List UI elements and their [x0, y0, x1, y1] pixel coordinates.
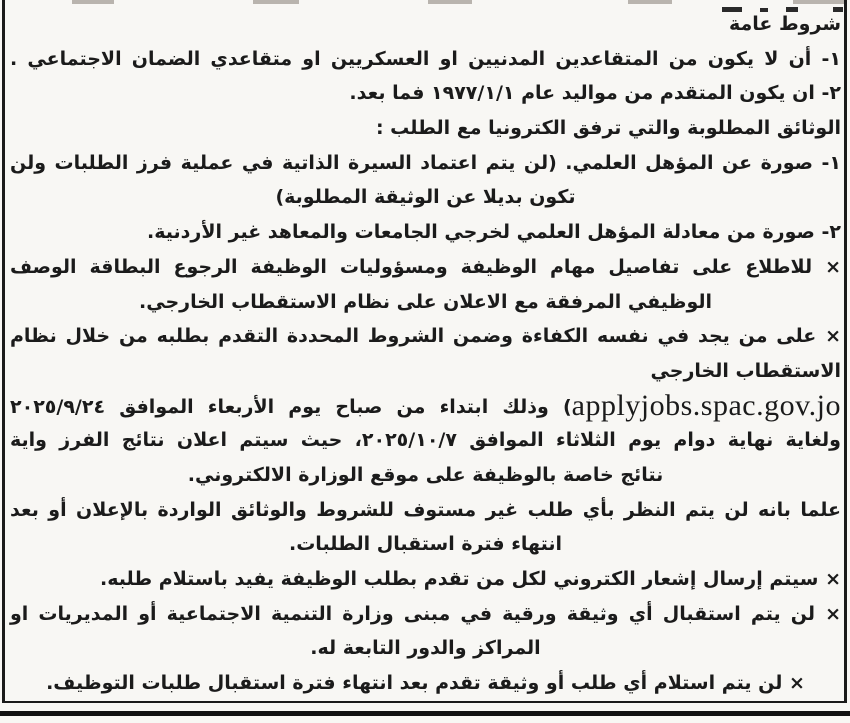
document-2: ٢- صورة من معادلة المؤهل العلمي لخرجي الجامعات والمعاهد غير الأردنية. [147, 221, 841, 244]
disclaimer-line-1: علما بانه لن يتم النظر بأي طلب غير مستوف للشروط والوثائق الواردة بالإعلان أو بعد [10, 498, 841, 521]
heading-required-documents: الوثائق المطلوبة والتي ترفق الكترونيا مع الطلب : [375, 117, 841, 140]
note-no-paper-documents-line-2: المراكز والدور التابعة له. [310, 637, 541, 660]
application-deadline-line-1: ولغاية نهاية دوام يوم الثلاثاء الموافق ٢٠٢٥/١٠/٧، حيث سيتم اعلان نتائج الفرز واية [10, 429, 841, 452]
note-no-late-submissions: × لن يتم استلام أي طلب أو وثيقة تقدم بعد انتهاء فترة استقبال طلبات التوظيف. [46, 672, 805, 695]
cut-text-fragment [253, 0, 299, 4]
application-period-line [10, 389, 841, 424]
heading-general-conditions: شروط عامة [728, 13, 841, 35]
application-start-date-text: ) وذلك ابتداء من صباح يوم الأربعاء الموافق ٢٠٢٥/٩/٢٤ [10, 395, 572, 418]
note-job-details-line-1: × للاطلاع على تفاصيل مهام الوظيفة ومسؤوليات الوظيفة الرجوع البطاقة الوصف [10, 255, 841, 278]
note-no-paper-documents-line-1: × لن يتم استقبال أي وثيقة ورقية في مبنى وزارة التنمية الاجتماعية أو المديريات او [10, 602, 841, 625]
condition-1: ١- أن لا يكون من المتقاعدين المدنيين او العسكريين او متقاعدي الضمان الاجتماعي . [10, 47, 841, 70]
application-url: applyjobs.spac.gov.jo [571, 388, 841, 422]
note-apply-line-2: الاستقطاب الخارجي [650, 359, 841, 382]
ad-frame-left-border [2, 0, 5, 703]
ad-frame-bottom-border [2, 701, 847, 703]
document-1-line-2: تكون بديلا عن الوثيقة المطلوبة) [275, 186, 576, 209]
cut-text-fragment [628, 0, 672, 4]
ad-frame-right-border [844, 0, 847, 703]
note-email-notification: × سيتم إرسال إشعار الكتروني لكل من تقدم بطلب الوظيفة يفيد باستلام طلبه. [100, 568, 841, 590]
note-apply-line-1: × على من يجد في نفسه الكفاءة وضمن الشروط المحددة التقدم بطلبه من خلال نظام [10, 325, 841, 348]
column-rule-bottom [0, 711, 850, 716]
ad-body [10, 7, 841, 701]
condition-2: ٢- ان يكون المتقدم من مواليد عام ١٩٧٧/١/١ فما بعد. [349, 82, 841, 105]
note-job-details-line-2: الوظيفي المرفقة مع الاعلان على نظام الاستقطاب الخارجي. [139, 290, 712, 313]
cut-text-fragment [428, 0, 472, 4]
cut-text-fragment [793, 0, 845, 4]
disclaimer-line-2: انتهاء فترة استقبال الطلبات. [289, 533, 562, 556]
cut-text-fragment [72, 0, 114, 4]
application-deadline-line-2: نتائج خاصة بالوظيفة على موقع الوزارة الالكتروني. [187, 463, 664, 486]
document-1-line-1: ١- صورة عن المؤهل العلمي. (لن يتم اعتماد السيرة الذاتية في عملية فرز الطلبات ولن [10, 151, 841, 174]
